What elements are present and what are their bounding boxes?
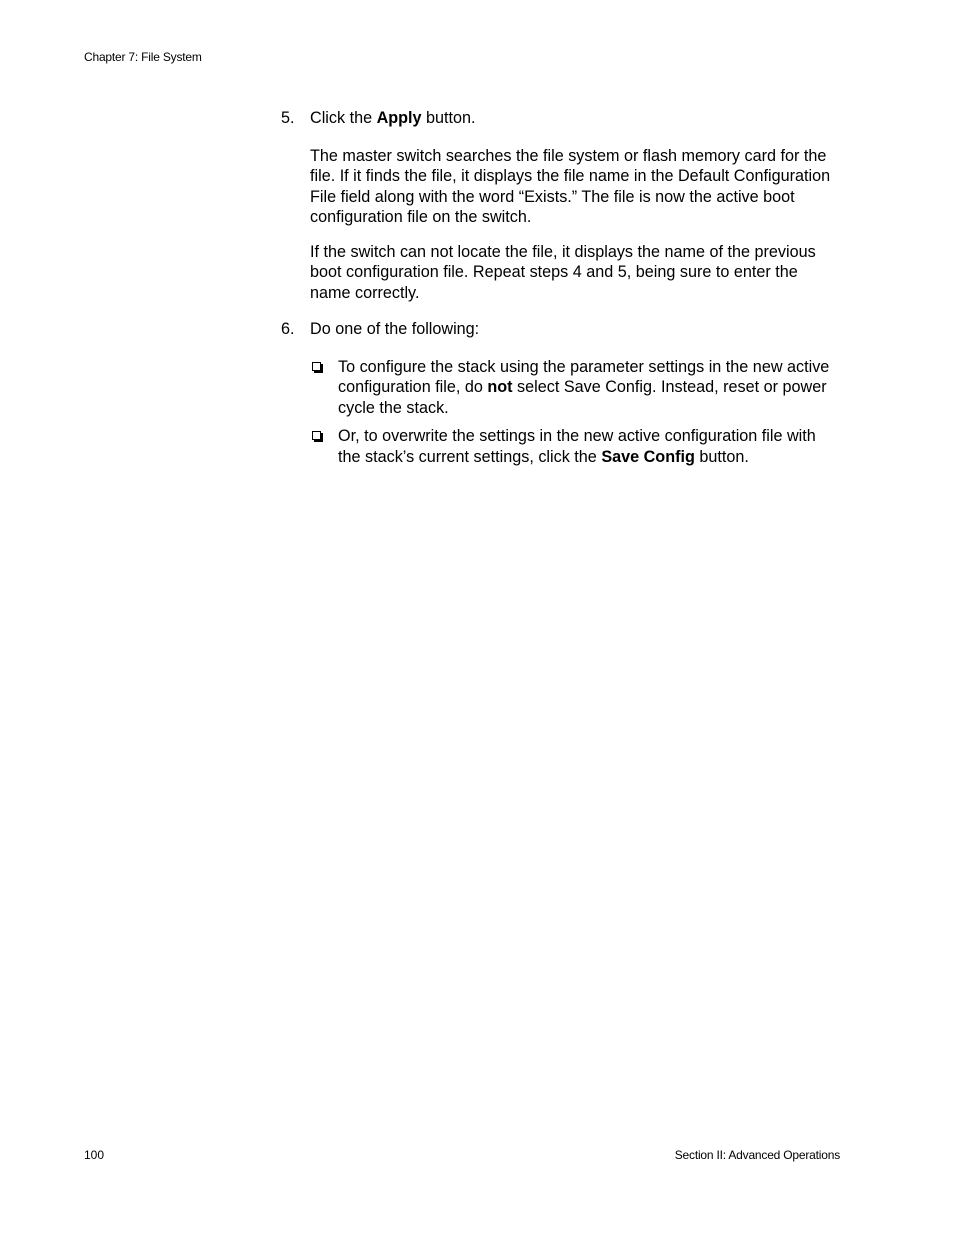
running-header: Chapter 7: File System [84, 50, 202, 64]
page-number: 100 [84, 1148, 105, 1162]
option-list [310, 357, 841, 468]
checkbox-bullet-icon [312, 362, 321, 371]
checkbox-bullet-icon [312, 431, 321, 440]
running-footer: Section II: Advanced Operations [674, 1148, 840, 1162]
step-6 [281, 319, 841, 475]
step-paragraph: If the switch can not locate the file, it displays the name of the previous boot configuration file. Repeat steps 4 and 5, being sure to enter the name correctly. [310, 242, 816, 302]
save-config-button-reference: Save Config [601, 447, 695, 466]
step-number: 5. [281, 109, 295, 127]
list-item: To configure the stack using the parameter settings in the new active configuration file, do not select Save Config. Instead, reset or power cycle the stack. [310, 357, 841, 419]
step-paragraph: The master switch searches the file system or flash memory card for the file. If it finds the file, it displays the file name in the Default Configuration File field along with the word “Exists.” The file is now the active boot configuration file on the switch. [310, 146, 831, 226]
step-5 [281, 108, 841, 303]
step-instruction: Do one of the following: [310, 320, 480, 338]
step-instruction: Click the Apply button. [310, 109, 476, 127]
step-number: 6. [281, 320, 295, 338]
apply-button-reference: Apply [376, 109, 422, 127]
list-item: Or, to overwrite the settings in the new active configuration file with the stack’s current settings, click the Save Config button. [310, 426, 841, 467]
